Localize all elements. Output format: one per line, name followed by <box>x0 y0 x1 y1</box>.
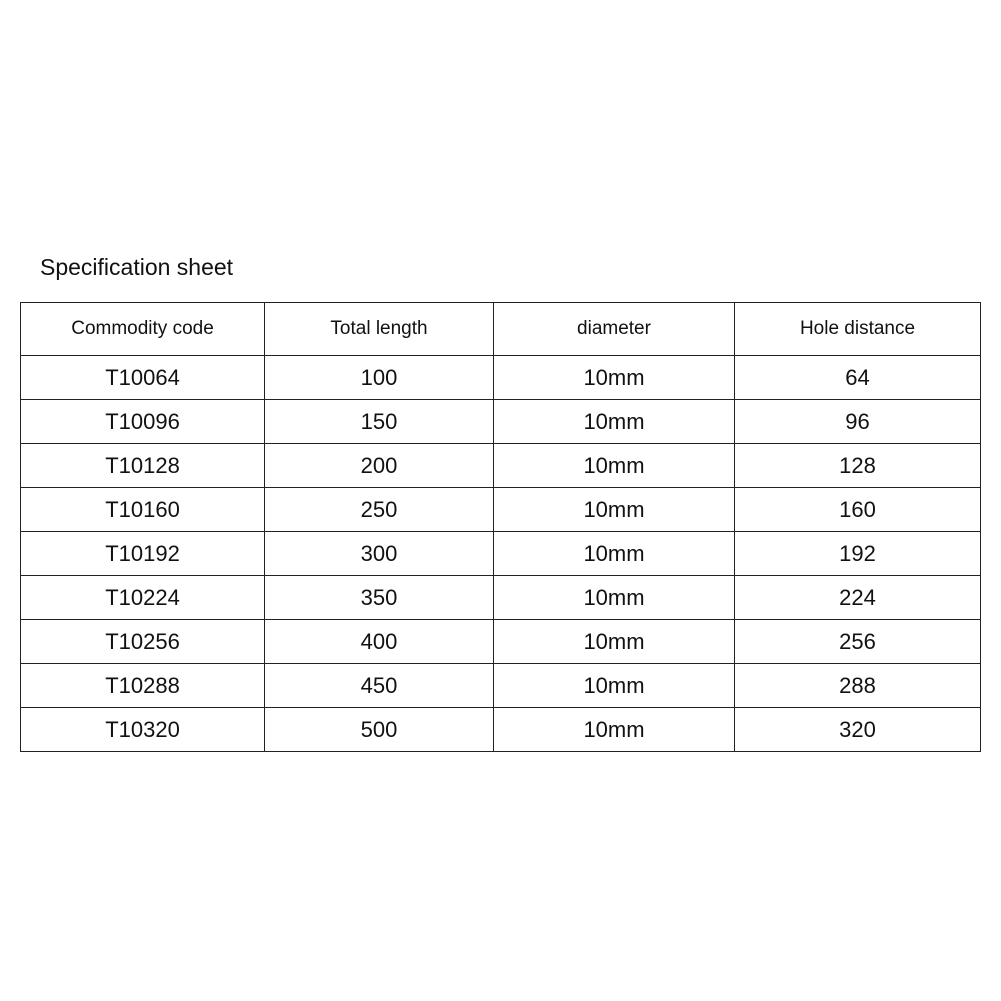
cell-diameter: 10mm <box>494 356 735 400</box>
table-row <box>21 488 981 532</box>
cell-diameter: 10mm <box>494 444 735 488</box>
table-row <box>21 400 981 444</box>
cell-total-length: 500 <box>265 708 494 752</box>
table-row <box>21 664 981 708</box>
cell-hole-distance: 128 <box>735 444 981 488</box>
cell-diameter: 10mm <box>494 532 735 576</box>
cell-commodity-code: T10128 <box>21 444 265 488</box>
table-header-row <box>21 303 981 356</box>
header-commodity-code: Commodity code <box>21 303 265 356</box>
cell-hole-distance: 96 <box>735 400 981 444</box>
cell-diameter: 10mm <box>494 708 735 752</box>
cell-total-length: 150 <box>265 400 494 444</box>
cell-commodity-code: T10224 <box>21 576 265 620</box>
table-row <box>21 532 981 576</box>
cell-total-length: 400 <box>265 620 494 664</box>
specification-table <box>20 302 981 752</box>
table-row <box>21 356 981 400</box>
cell-hole-distance: 320 <box>735 708 981 752</box>
header-total-length: Total length <box>265 303 494 356</box>
cell-diameter: 10mm <box>494 664 735 708</box>
table-row <box>21 444 981 488</box>
cell-total-length: 300 <box>265 532 494 576</box>
cell-diameter: 10mm <box>494 488 735 532</box>
cell-total-length: 250 <box>265 488 494 532</box>
cell-commodity-code: T10192 <box>21 532 265 576</box>
table-row <box>21 620 981 664</box>
cell-diameter: 10mm <box>494 620 735 664</box>
table-row <box>21 576 981 620</box>
cell-hole-distance: 160 <box>735 488 981 532</box>
header-hole-distance: Hole distance <box>735 303 981 356</box>
cell-commodity-code: T10160 <box>21 488 265 532</box>
header-diameter: diameter <box>494 303 735 356</box>
table-row <box>21 708 981 752</box>
cell-hole-distance: 64 <box>735 356 981 400</box>
cell-commodity-code: T10096 <box>21 400 265 444</box>
cell-total-length: 100 <box>265 356 494 400</box>
cell-total-length: 350 <box>265 576 494 620</box>
cell-hole-distance: 224 <box>735 576 981 620</box>
cell-commodity-code: T10256 <box>21 620 265 664</box>
cell-total-length: 200 <box>265 444 494 488</box>
cell-diameter: 10mm <box>494 576 735 620</box>
cell-total-length: 450 <box>265 664 494 708</box>
cell-diameter: 10mm <box>494 400 735 444</box>
cell-commodity-code: T10320 <box>21 708 265 752</box>
cell-hole-distance: 288 <box>735 664 981 708</box>
cell-hole-distance: 256 <box>735 620 981 664</box>
cell-commodity-code: T10064 <box>21 356 265 400</box>
cell-hole-distance: 192 <box>735 532 981 576</box>
sheet-title: Specification sheet <box>40 254 234 280</box>
cell-commodity-code: T10288 <box>21 664 265 708</box>
